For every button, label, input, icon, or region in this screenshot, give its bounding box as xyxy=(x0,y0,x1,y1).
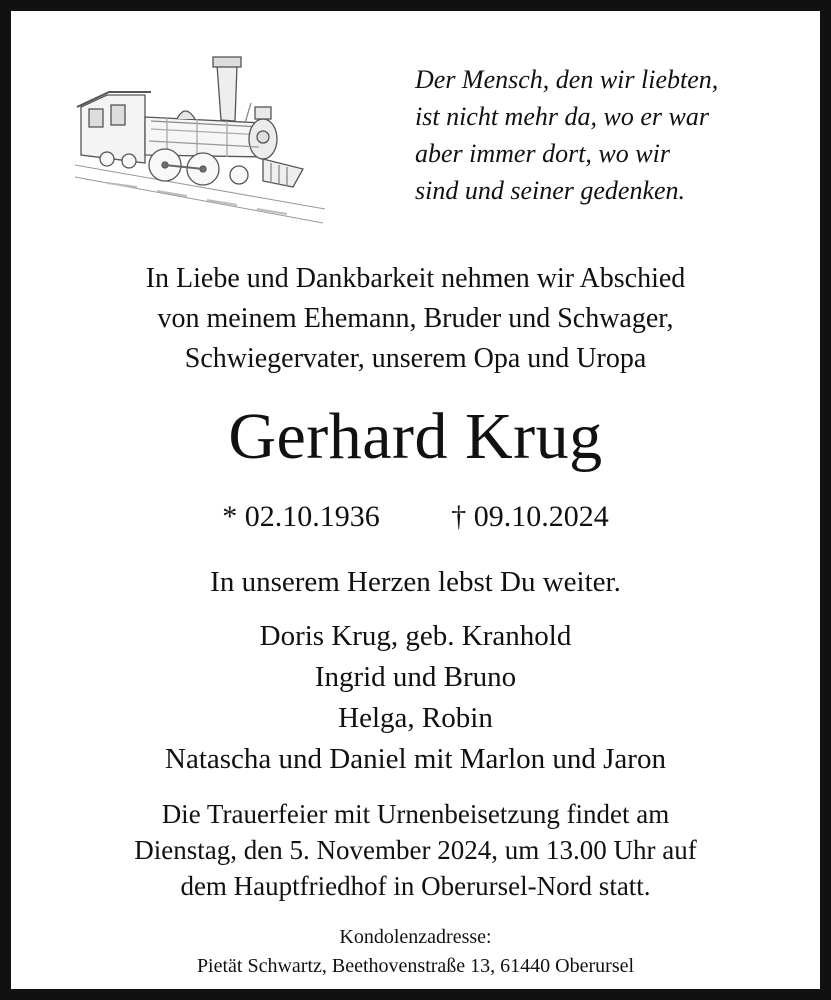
mourners-list xyxy=(11,616,820,780)
quote-line: sind und seiner gedenken. xyxy=(415,176,686,205)
death-date: † 09.10.2024 xyxy=(451,500,609,533)
life-dates xyxy=(11,497,820,537)
quote-line: Der Mensch, den wir liebten, xyxy=(415,65,719,94)
ceremony-line: dem Hauptfriedhof in Oberursel-Nord statt. xyxy=(180,871,651,901)
mourner-line: Helga, Robin xyxy=(338,702,493,734)
condolence-address-line: Pietät Schwartz, Beethovenstraße 13, 61440 Oberursel xyxy=(196,955,635,977)
intro-line: von meinem Ehemann, Bruder und Schwager, xyxy=(157,303,674,334)
condolence-label: Kondolenzadresse: xyxy=(339,926,492,948)
condolence-address xyxy=(11,923,820,981)
deceased-name: Gerhard Krug xyxy=(228,400,603,473)
farewell-intro xyxy=(11,259,820,379)
quote-line: aber immer dort, wo wir xyxy=(415,139,670,168)
memorial-motto: In unserem Herzen lebst Du weiter. xyxy=(210,566,621,598)
memorial-quote xyxy=(415,61,775,209)
birth-date: * 02.10.1936 xyxy=(222,500,380,533)
ceremony-line: Dienstag, den 5. November 2024, um 13.00 Uhr auf xyxy=(134,835,697,865)
intro-line: Schwiegervater, unserem Opa und Uropa xyxy=(184,343,647,374)
mourner-line: Natascha und Daniel mit Marlon und Jaron xyxy=(165,743,666,775)
ceremony-line: Die Trauerfeier mit Urnenbeisetzung findet am xyxy=(161,799,670,829)
mourner-line: Doris Krug, geb. Kranhold xyxy=(259,620,572,652)
quote-line: ist nicht mehr da, wo er war xyxy=(415,102,709,131)
ceremony-info xyxy=(11,796,820,904)
steam-locomotive-icon xyxy=(67,37,329,233)
mourner-line: Ingrid und Bruno xyxy=(314,661,517,693)
intro-line: In Liebe und Dankbarkeit nehmen wir Abschied xyxy=(145,263,686,294)
